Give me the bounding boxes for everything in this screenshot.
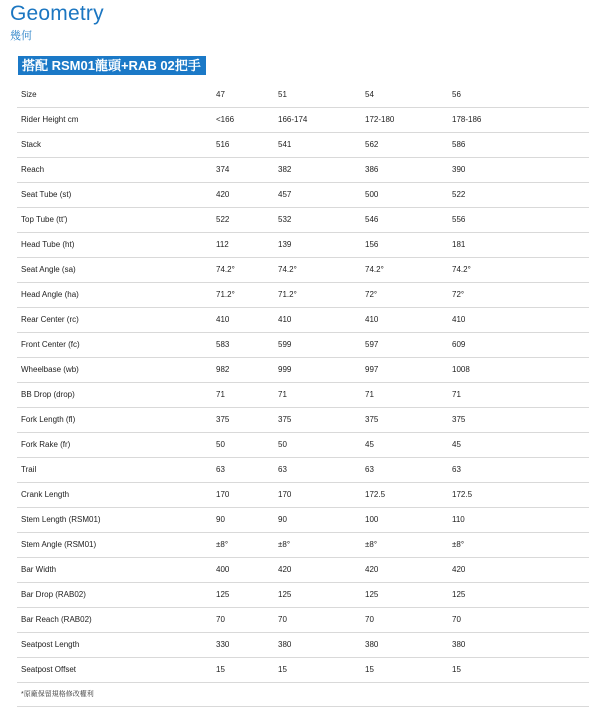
row-label: Reach: [21, 165, 45, 174]
row-label: Bar Width: [21, 565, 57, 574]
table-row: [17, 233, 589, 258]
size-value-cell: ±8°: [216, 540, 229, 549]
size-value-cell: 74.2°: [365, 265, 384, 274]
size-value-cell: 522: [216, 215, 230, 224]
size-value-cell: 420: [365, 565, 379, 574]
size-value-cell: 70: [365, 615, 374, 624]
table-row: [17, 458, 589, 483]
size-value-cell: 125: [278, 590, 292, 599]
row-label: Rider Height cm: [21, 115, 79, 124]
size-value-cell: 172.5: [365, 490, 386, 499]
table-row: [17, 483, 589, 508]
row-label: Seatpost Length: [21, 640, 80, 649]
size-value-cell: 15: [452, 665, 461, 674]
size-value-cell: 562: [365, 140, 379, 149]
row-label: Size: [21, 90, 37, 99]
size-value-cell: 100: [365, 515, 379, 524]
size-value-cell: 70: [278, 615, 287, 624]
row-label: Seatpost Offset: [21, 665, 76, 674]
size-value-cell: 410: [216, 315, 230, 324]
table-row: [17, 258, 589, 283]
size-value-cell: 172.5: [452, 490, 473, 499]
size-value-cell: 125: [365, 590, 379, 599]
size-value-cell: 71: [365, 390, 374, 399]
size-value-cell: 63: [452, 465, 461, 474]
size-value-cell: 375: [365, 415, 379, 424]
row-label: Fork Rake (fr): [21, 440, 71, 449]
table-row: [17, 508, 589, 533]
table-row: [17, 383, 589, 408]
size-value-cell: 45: [452, 440, 461, 449]
row-label: Bar Reach (RAB02): [21, 615, 92, 624]
table-row: [17, 583, 589, 608]
size-value-cell: 330: [216, 640, 230, 649]
size-value-cell: 71.2°: [216, 290, 235, 299]
row-label: Head Tube (ht): [21, 240, 75, 249]
size-value-cell: 181: [452, 240, 466, 249]
row-label: Stem Length (RSM01): [21, 515, 101, 524]
table-row: [17, 308, 589, 333]
size-value-cell: 71.2°: [278, 290, 297, 299]
table-row: [17, 158, 589, 183]
size-value-cell: 156: [365, 240, 379, 249]
row-label: Seat Angle (sa): [21, 265, 76, 274]
size-value-cell: 63: [365, 465, 374, 474]
size-value-cell: 597: [365, 340, 379, 349]
size-value-cell: 90: [278, 515, 287, 524]
size-value-cell: ±8°: [365, 540, 378, 549]
size-value-cell: ±8°: [278, 540, 291, 549]
row-label: Stack: [21, 140, 42, 149]
row-label: Fork Length (fl): [21, 415, 76, 424]
size-value-cell: 15: [278, 665, 287, 674]
size-value-cell: 47: [216, 90, 225, 99]
table-row: [17, 433, 589, 458]
row-label: Rear Center (rc): [21, 315, 79, 324]
size-value-cell: 420: [216, 190, 230, 199]
size-value-cell: 74.2°: [216, 265, 235, 274]
row-label: Seat Tube (st): [21, 190, 72, 199]
size-value-cell: 420: [278, 565, 292, 574]
size-value-cell: 556: [452, 215, 466, 224]
size-value-cell: 583: [216, 340, 230, 349]
size-value-cell: 532: [278, 215, 292, 224]
size-value-cell: <166: [216, 115, 235, 124]
size-value-cell: 71: [452, 390, 461, 399]
size-value-cell: 410: [365, 315, 379, 324]
size-value-cell: 63: [216, 465, 225, 474]
row-label: Bar Drop (RAB02): [21, 590, 86, 599]
size-value-cell: 410: [452, 315, 466, 324]
size-value-cell: 74.2°: [278, 265, 297, 274]
size-value-cell: 110: [452, 515, 465, 524]
size-value-cell: 71: [278, 390, 287, 399]
page-title: Geometry: [10, 2, 104, 25]
row-label: Stem Angle (RSM01): [21, 540, 97, 549]
size-value-cell: 375: [216, 415, 230, 424]
size-value-cell: 375: [452, 415, 466, 424]
size-value-cell: 599: [278, 340, 292, 349]
bottom-divider: [17, 706, 589, 707]
size-value-cell: 90: [216, 515, 225, 524]
size-value-cell: 390: [452, 165, 466, 174]
size-value-cell: 125: [216, 590, 230, 599]
size-value-cell: 500: [365, 190, 379, 199]
size-value-cell: 71: [216, 390, 225, 399]
size-value-cell: 72°: [365, 290, 378, 299]
table-row: [17, 108, 589, 133]
size-value-cell: 125: [452, 590, 466, 599]
size-value-cell: 522: [452, 190, 466, 199]
row-label: Wheelbase (wb): [21, 365, 79, 374]
row-label: Front Center (fc): [21, 340, 80, 349]
size-value-cell: 172-180: [365, 115, 395, 124]
size-value-cell: 982: [216, 365, 230, 374]
size-value-cell: 382: [278, 165, 292, 174]
table-row: [17, 333, 589, 358]
size-value-cell: 139: [278, 240, 292, 249]
table-row: [17, 133, 589, 158]
size-value-cell: 50: [278, 440, 287, 449]
size-value-cell: 999: [278, 365, 292, 374]
size-value-cell: ±8°: [452, 540, 465, 549]
footnote: *原廠保留規格修改權利: [21, 691, 94, 698]
size-value-cell: 74.2°: [452, 265, 471, 274]
size-value-cell: 45: [365, 440, 374, 449]
size-value-cell: 50: [216, 440, 225, 449]
size-value-cell: 375: [278, 415, 292, 424]
table-row: [17, 408, 589, 433]
page-subtitle: 幾何: [10, 30, 32, 42]
table-row: [17, 183, 589, 208]
size-value-cell: 63: [278, 465, 287, 474]
table-row: [17, 533, 589, 558]
row-label: BB Drop (drop): [21, 390, 75, 399]
size-value-cell: 170: [278, 490, 292, 499]
table-row: [17, 608, 589, 633]
size-value-cell: 609: [452, 340, 466, 349]
table-row: [17, 633, 589, 658]
size-value-cell: 178-186: [452, 115, 482, 124]
table-row: [17, 283, 589, 308]
size-value-cell: 72°: [452, 290, 465, 299]
geometry-table: [17, 83, 589, 683]
table-row: [17, 658, 589, 683]
size-value-cell: 546: [365, 215, 379, 224]
size-value-cell: 410: [278, 315, 292, 324]
size-value-cell: 420: [452, 565, 466, 574]
table-row: [17, 558, 589, 583]
size-value-cell: 112: [216, 240, 229, 249]
size-value-cell: 166-174: [278, 115, 308, 124]
size-value-cell: 380: [278, 640, 292, 649]
size-value-cell: 386: [365, 165, 379, 174]
size-value-cell: 997: [365, 365, 379, 374]
size-value-cell: 541: [278, 140, 292, 149]
size-value-cell: 54: [365, 90, 374, 99]
size-value-cell: 70: [452, 615, 461, 624]
size-value-cell: 56: [452, 90, 461, 99]
size-value-cell: 70: [216, 615, 225, 624]
size-value-cell: 170: [216, 490, 230, 499]
size-value-cell: 51: [278, 90, 287, 99]
row-label: Trail: [21, 465, 37, 474]
spec-banner: 搭配 RSM01龍頭+RAB 02把手: [18, 56, 206, 75]
row-label: Top Tube (tt'): [21, 215, 68, 224]
table-row: [17, 83, 589, 108]
table-row: [17, 358, 589, 383]
size-value-cell: 374: [216, 165, 230, 174]
row-label: Head Angle (ha): [21, 290, 79, 299]
size-value-cell: 15: [216, 665, 225, 674]
size-value-cell: 586: [452, 140, 466, 149]
size-value-cell: 380: [452, 640, 466, 649]
size-value-cell: 457: [278, 190, 292, 199]
size-value-cell: 400: [216, 565, 230, 574]
row-label: Crank Length: [21, 490, 70, 499]
size-value-cell: 1008: [452, 365, 470, 374]
size-value-cell: 380: [365, 640, 379, 649]
size-value-cell: 516: [216, 140, 230, 149]
table-row: [17, 208, 589, 233]
size-value-cell: 15: [365, 665, 374, 674]
